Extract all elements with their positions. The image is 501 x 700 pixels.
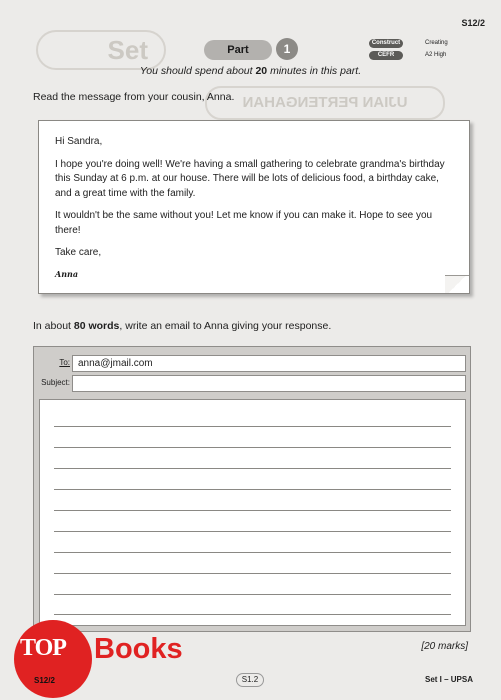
writing-line xyxy=(54,552,451,553)
show-through-banner: UJIAN PERTENGAHAN xyxy=(205,86,445,120)
intro-instruction: Read the message from your cousin, Anna. xyxy=(33,91,235,103)
writing-line xyxy=(54,468,451,469)
task-before: In about xyxy=(33,320,74,332)
message-signature: Anna xyxy=(55,268,79,279)
part-number-badge: 1 xyxy=(276,38,298,60)
construct-row xyxy=(369,38,473,48)
to-label: To: xyxy=(59,358,70,367)
email-body-writing-area[interactable] xyxy=(39,399,466,626)
message-card xyxy=(38,120,470,294)
message-paragraph-1: I hope you're doing well! We're having a small gathering to celebrate grandma's birthday this Sunday at 6 p.m. at our house. There will be lots of delicious food, a birthday cake, and a great time with the family. xyxy=(55,158,445,199)
writing-line xyxy=(54,426,451,427)
writing-line xyxy=(54,614,451,615)
task-word-count: 80 words xyxy=(73,320,120,332)
writing-line xyxy=(54,447,451,448)
cefr-key: CEFR xyxy=(369,51,403,60)
task-instruction xyxy=(33,320,331,332)
message-paragraph-2: It wouldn't be the same without you! Let me know if you can make it. Hope to see you there! xyxy=(55,210,433,236)
time-before: You should spend about xyxy=(139,65,256,77)
writing-line xyxy=(54,531,451,532)
part-label: Part xyxy=(204,40,272,60)
subject-label: Subject: xyxy=(41,378,70,387)
writing-line xyxy=(54,489,451,490)
footer-left-code: S12/2 xyxy=(34,676,55,685)
time-after: minutes in this part. xyxy=(267,65,362,77)
time-instruction xyxy=(0,65,501,77)
cefr-value: A2 High xyxy=(425,52,447,58)
construct-cefr-table xyxy=(369,38,473,62)
email-form xyxy=(33,346,471,632)
time-minutes: 20 xyxy=(255,65,268,77)
construct-key: Construct xyxy=(369,39,403,48)
page-code: S12/2 xyxy=(461,18,485,28)
writing-line xyxy=(54,510,451,511)
writing-line xyxy=(54,594,451,595)
construct-value: Creating xyxy=(425,40,448,46)
page-curl-decoration xyxy=(445,275,469,293)
message-greeting: Hi Sandra, xyxy=(55,136,103,147)
task-after: , write an email to Anna giving your response. xyxy=(119,320,332,332)
topbooks-logo-top: TOP xyxy=(20,635,66,661)
cefr-row xyxy=(369,50,473,60)
footer-set-label: Set I – UPSA xyxy=(424,675,473,684)
to-field[interactable]: anna@jmail.com xyxy=(72,355,466,372)
subject-field[interactable] xyxy=(72,375,466,392)
footer-page-number: S1.2 xyxy=(236,673,264,687)
writing-line xyxy=(54,573,451,574)
show-through-section-mark: Set xyxy=(36,30,166,70)
topbooks-logo-books: Books xyxy=(94,633,183,665)
marks-label: [20 marks] xyxy=(421,641,468,652)
message-closing: Take care, xyxy=(55,247,102,258)
